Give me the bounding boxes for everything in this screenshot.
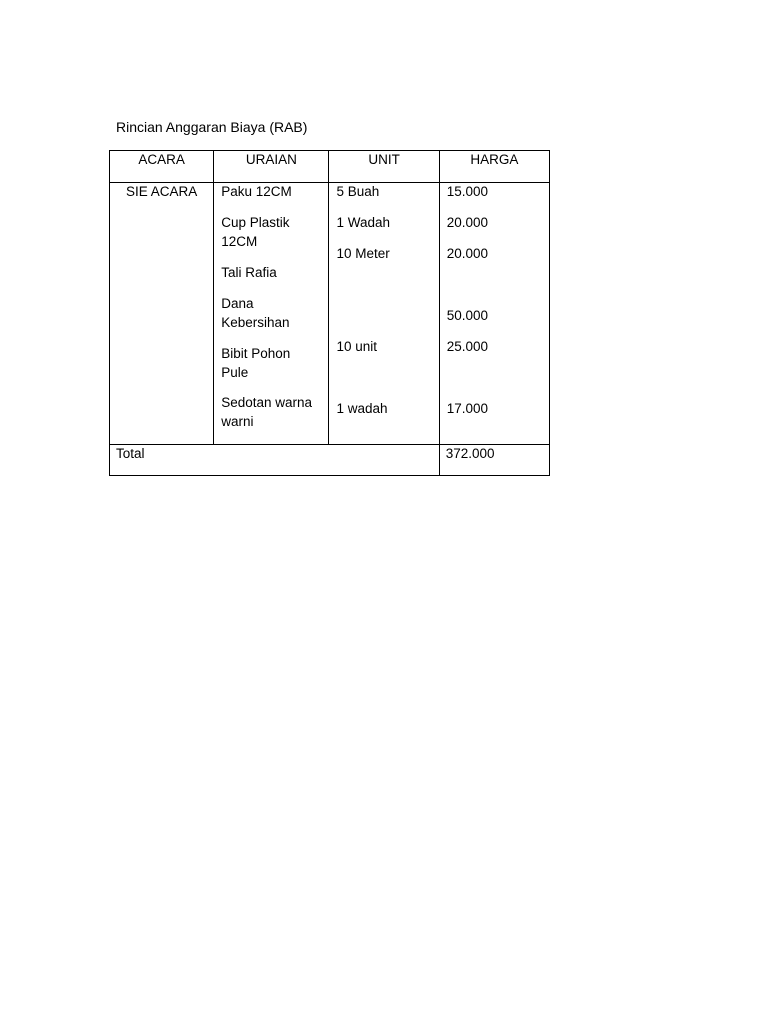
uraian-cell: [214, 183, 329, 445]
uraian-item: Bibit Pohon Pule: [221, 346, 291, 380]
table-row: [110, 183, 550, 445]
harga-item: 15.000: [446, 184, 489, 199]
table-header-row: [110, 151, 550, 183]
acara-value: SIE ACARA: [125, 184, 198, 199]
header-unit: UNIT: [329, 151, 439, 183]
unit-item: 10 Meter: [336, 246, 390, 261]
total-value: 372.000: [445, 446, 495, 461]
header-harga: HARGA: [439, 151, 549, 183]
harga-item: 20.000: [446, 246, 489, 261]
total-row: [110, 445, 550, 476]
budget-table: [109, 150, 550, 476]
harga-item: 20.000: [446, 215, 489, 230]
unit-cell: [329, 183, 439, 445]
uraian-item: Cup Plastik 12CM: [221, 215, 290, 249]
uraian-item: Sedotan warna warni: [221, 395, 313, 429]
total-label-cell: [110, 445, 440, 476]
uraian-item: Paku 12CM: [221, 184, 292, 199]
header-uraian: URAIAN: [214, 151, 329, 183]
total-label: Total: [116, 446, 145, 461]
acara-cell: [110, 183, 214, 445]
header-acara: ACARA: [110, 151, 214, 183]
unit-item: 1 Wadah: [336, 215, 391, 230]
harga-item: 50.000: [446, 308, 489, 323]
unit-item: 10 unit: [336, 339, 378, 354]
harga-item: 25.000: [446, 339, 489, 354]
unit-item: 5 Buah: [336, 184, 380, 199]
document-title: Rincian Anggaran Biaya (RAB): [116, 119, 308, 135]
uraian-item: Tali Rafia: [221, 265, 277, 280]
harga-item: 17.000: [446, 401, 489, 416]
unit-item: 1 wadah: [336, 401, 388, 416]
total-value-cell: [439, 445, 549, 476]
uraian-item: Dana Kebersihan: [221, 296, 290, 330]
harga-cell: [439, 183, 549, 445]
